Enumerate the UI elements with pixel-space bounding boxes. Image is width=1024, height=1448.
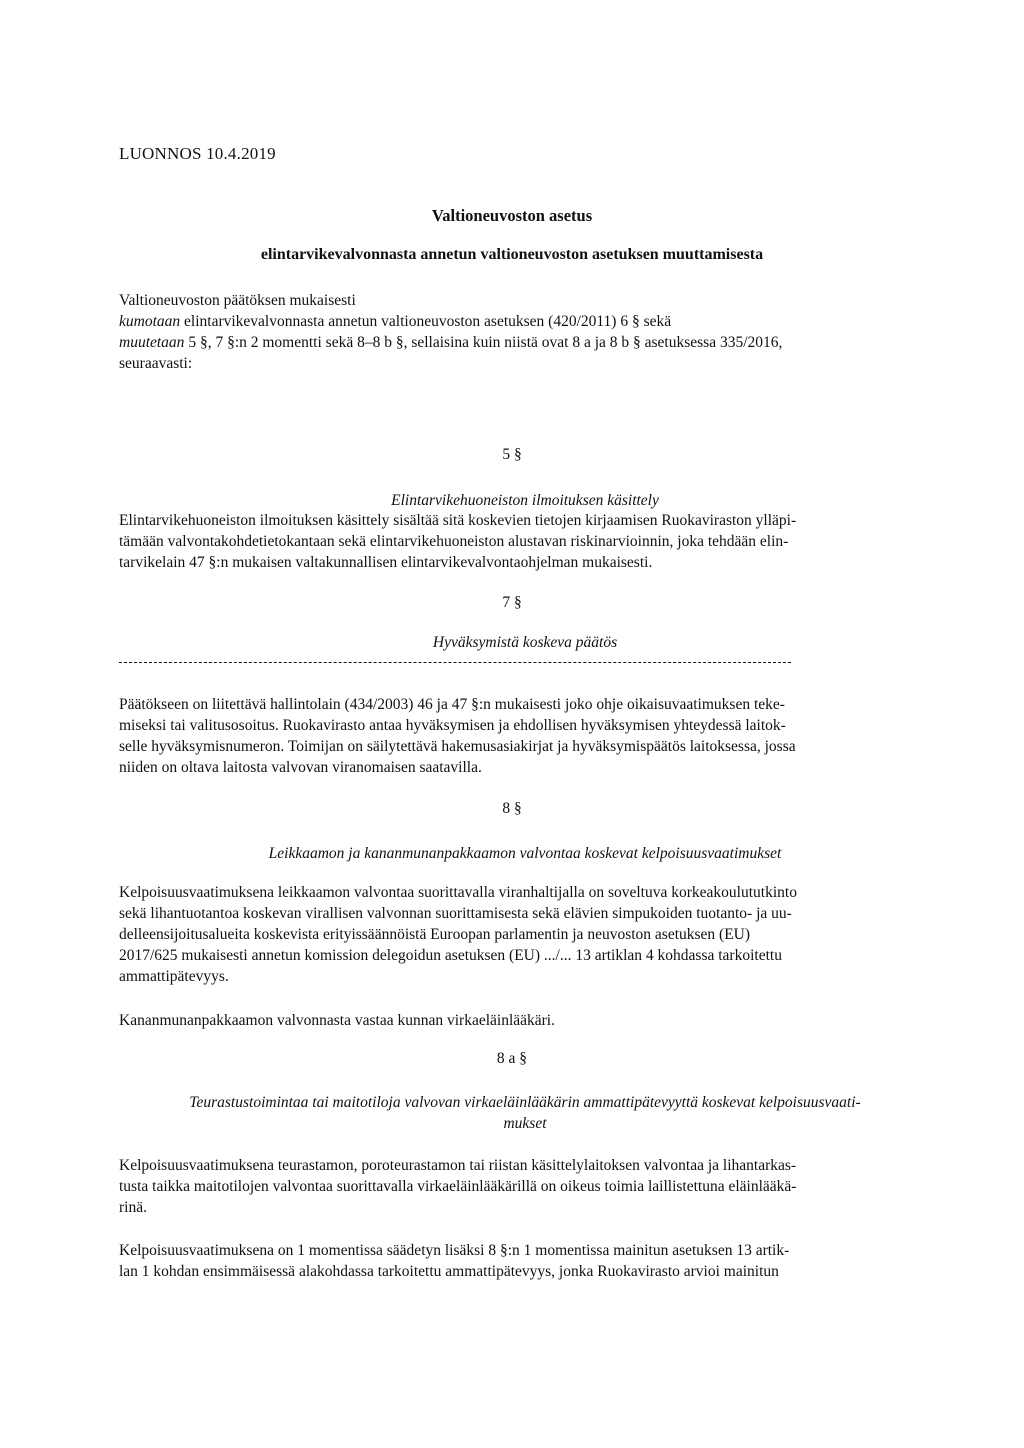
paragraph-line: Kelpoisuusvaatimuksena teurastamon, poroteurastamon tai riistan käsittelylaitoksen valvontaa ja lihantarkas- xyxy=(119,1157,797,1174)
intro-line: seuraavasti: xyxy=(119,355,193,372)
paragraph-line: sekä lihantuotantoa koskevan virallisen valvonnan suorittamisesta sekä elävien simpukoiden tuotanto- ja uu- xyxy=(119,905,792,922)
section-number: 7 § xyxy=(502,594,522,611)
paragraph-line: selle hyväksymisnumeron. Toimijan on säilytettävä hakemusasiakirjat ja hyväksymispäätös laitoksessa, jossa xyxy=(119,738,796,755)
paragraph-line: tusta taikka maitotilojen valvontaa suorittavalla virkaeläinlääkärillä on oikeus toimia laillistettuna eläinlääkä- xyxy=(119,1178,797,1195)
section-number: 5 § xyxy=(502,446,522,463)
intro-block xyxy=(119,290,919,374)
intro-keyword: muutetaan xyxy=(119,334,185,351)
omission-divider xyxy=(119,662,791,663)
paragraph-line: Kelpoisuusvaatimuksena on 1 momentissa säädetyn lisäksi 8 §:n 1 momentissa mainitun asetuksen 13 artik- xyxy=(119,1242,790,1259)
section-title-line: mukset xyxy=(503,1115,547,1132)
section-title-line: Teurastustoimintaa tai maitotiloja valvovan virkaeläinlääkärin ammattipätevyyttä koskevat kelpoisuusvaati- xyxy=(189,1094,861,1111)
paragraph-line: tarvikelain 47 §:n mukaisen valtakunnallisen elintarvikevalvontaohjelman mukaisesti. xyxy=(119,554,653,571)
paragraph-line: lan 1 kohdan ensimmäisessä alakohdassa tarkoitettu ammattipätevyys, jonka Ruokavirasto arvioi mainitun xyxy=(119,1263,779,1280)
section-paragraph xyxy=(119,694,919,778)
paragraph-line: Kananmunanpakkaamon valvonnasta vastaa kunnan virkaeläinlääkäri. xyxy=(119,1012,555,1029)
section-paragraph xyxy=(119,510,919,573)
draft-label: LUONNOS 10.4.2019 xyxy=(119,144,276,163)
section-title: Leikkaamon ja kananmunanpakkaamon valvontaa koskevat kelpoisuusvaatimukset xyxy=(268,845,782,862)
section-paragraph xyxy=(119,882,919,987)
intro-text: elintarvikevalvonnasta annetun valtioneuvoston asetuksen (420/2011) 6 § sekä xyxy=(180,313,672,330)
paragraph-line: Elintarvikehuoneiston ilmoituksen käsittely sisältää sitä koskevien tietojen kirjaamisen Ruokaviraston ylläpi- xyxy=(119,512,797,529)
intro-text: 5 §, 7 §:n 2 momentti sekä 8–8 b §, sellaisina kuin niistä ovat 8 a ja 8 b § asetuksessa 335/2016, xyxy=(184,334,783,351)
intro-line xyxy=(119,332,919,353)
paragraph-line: rinä. xyxy=(119,1199,147,1216)
section-title: Elintarvikehuoneiston ilmoituksen käsittely xyxy=(391,492,659,509)
section-paragraph xyxy=(119,1010,919,1031)
section-title: Hyväksymistä koskeva päätös xyxy=(432,634,618,651)
section-number: 8 a § xyxy=(496,1050,528,1067)
document-subtitle: elintarvikevalvonnasta annetun valtioneuvoston asetuksen muuttamisesta xyxy=(260,246,764,263)
section-title xyxy=(119,1092,931,1134)
intro-line: Valtioneuvoston päätöksen mukaisesti xyxy=(119,292,356,309)
paragraph-line: 2017/625 mukaisesti annetun komission delegoidun asetuksen (EU) .../... 13 artiklan 4 kohdassa tarkoitettu xyxy=(119,947,782,964)
document-title: Valtioneuvoston asetus xyxy=(431,206,593,225)
paragraph-line: tämään valvontakohdetietokantaan sekä elintarvikehuoneiston alustavan riskinarvioinnin, joka tehdään elin- xyxy=(119,533,789,550)
intro-keyword: kumotaan xyxy=(119,313,181,330)
paragraph-line: niiden on oltava laitosta valvovan viranomaisen saatavilla. xyxy=(119,759,482,776)
section-number: 8 § xyxy=(502,800,522,817)
intro-line xyxy=(119,311,919,332)
paragraph-line: delleensijoitusalueita koskevista erityissäännöistä Euroopan parlamentin ja neuvoston asetuksen (EU) xyxy=(119,926,751,943)
section-paragraph xyxy=(119,1155,919,1218)
paragraph-line: ammattipätevyys. xyxy=(119,968,229,985)
paragraph-line: Kelpoisuusvaatimuksena leikkaamon valvontaa suorittavalla viranhaltijalla on soveltuva korkeakoulututkinto xyxy=(119,884,797,901)
section-paragraph xyxy=(119,1240,919,1282)
paragraph-line: Päätökseen on liitettävä hallintolain (434/2003) 46 ja 47 §:n mukaisesti joko ohje oikaisuvaatimuksen teke- xyxy=(119,696,785,713)
paragraph-line: miseksi tai valitusosoitus. Ruokavirasto antaa hyväksymisen ja ehdollisen hyväksymisen yhteydessä laitok- xyxy=(119,717,786,734)
